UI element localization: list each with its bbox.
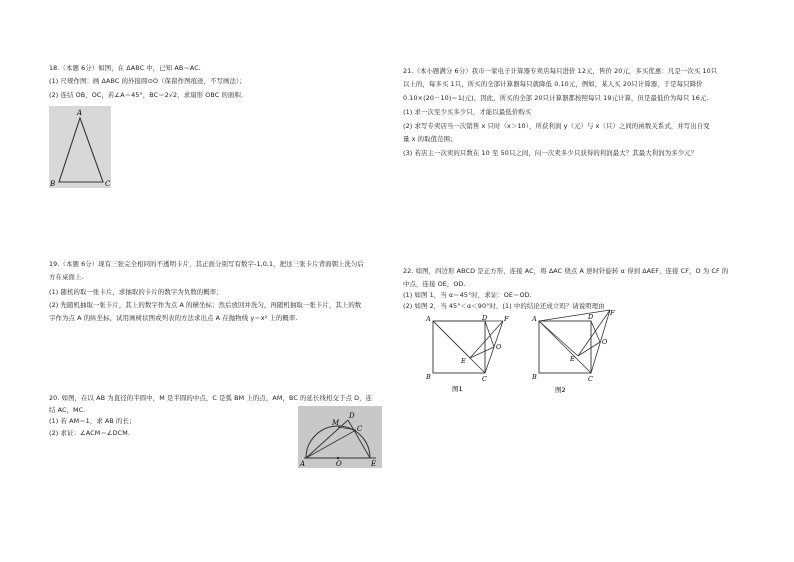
q22f1-label-c: C	[482, 375, 487, 383]
q22f2-caption: 图2	[555, 386, 566, 394]
q22-part2: (2) 如图 2，当 45°＜α＜90°时，(1) 中的结论还成立吗？请说明理由	[403, 302, 605, 310]
q22f2-line-af	[539, 310, 610, 321]
q20-line2: 结 AC，MC.	[49, 406, 86, 414]
q22f2-label-c: C	[588, 375, 593, 383]
q22f2-label-e: E	[570, 355, 575, 363]
q22f1-label-f: F	[504, 315, 509, 323]
q20-label-c: C	[357, 425, 363, 433]
q18-part1: (1) 尺规作图：画 ΔABC 的外接圆⊙O（保留作图痕迹，不写画法）；	[49, 77, 246, 85]
q22f2-line-od	[591, 321, 600, 342]
q22f2-label-a: A	[532, 315, 537, 323]
q20-semicircle-figure	[298, 406, 382, 468]
q19-line1: 19.（本题 6分）现有三张完全相同的不透明卡片，其正面分别写有数字-1,0,1，把这三张卡片背面朝上洗匀后	[49, 260, 365, 268]
q18-triangle-figure	[49, 106, 111, 188]
q22-part1: (1) 如图 1，当 α＝45°时，求证：OE＝OD.	[403, 291, 532, 299]
q20-label-e: E	[371, 460, 377, 468]
q22f1-line-od	[485, 321, 494, 347]
q20-label-a: A	[300, 460, 306, 468]
q22f2-label-b: B	[532, 373, 537, 381]
q20-label-o: O	[336, 460, 342, 468]
q22-figure-2	[530, 306, 620, 396]
q20-part2: (2) 求证：∠ACM＝∠DCM.	[49, 429, 130, 437]
q22f2-line-ef	[578, 310, 610, 356]
q19-part1: (1) 随机的取一张卡片，求抽取的卡片的数字为负数的概率；	[49, 288, 223, 296]
q18-label-b: B	[50, 180, 56, 188]
q22f1-label-o: O	[496, 343, 502, 351]
q19-part2b: 字作为点 A 的纵坐标，试用画树状图或列表的方法求出点 A 在抛物线 y＝x² 上的概率.	[49, 314, 298, 322]
q22f2-line-ac	[539, 321, 591, 373]
q22-line2: 中点，连接 OE，OD.	[403, 280, 466, 288]
q22f1-label-e: E	[461, 357, 466, 365]
q20-label-d: D	[349, 412, 355, 420]
q21-part2a: (2) 求写专卖店当一次销售 x 只时（x＞10），所获利润 y（元）与 x（只）之间的函数关系式，并写出自变	[403, 122, 710, 130]
q22f2-label-f: F	[610, 309, 615, 317]
q18-label-a: A	[77, 109, 83, 117]
q19-part2a: (2) 先随机抽取一张卡片，其上的数字作为点 A 的横坐标；然后放回并洗匀，再随机抽取一张卡片，其上的数	[49, 301, 362, 309]
q20-label-m: M	[332, 419, 340, 427]
q22f1-label-d: D	[482, 314, 488, 322]
q22f2-label-o: O	[602, 338, 608, 346]
q20-part1: (1) 若 AM＝1，求 AB 的长；	[49, 417, 136, 425]
q20-center-o	[337, 457, 340, 460]
q22-line1: 22. 如图，四边形 ABCD 是正方形，连接 AC，将 ΔAC 绕点 A 逆时针旋转 α 得到 ΔAEF，连接 CF，O 为 CF 的	[403, 267, 729, 275]
q22f2-line-ae	[539, 321, 578, 356]
q22f1-caption: 图1	[452, 385, 463, 393]
q20-line1: 20. 如图，在以 AB 为直径的半圆中，M 是半圆的中点，C 是弧 BM 上的点，AM，BC 的延长线相交于点 D，连	[49, 394, 373, 402]
q21-line1: 21.（本小题满分 6分）我市一家电子计算器专卖店每只进价 12元，售价 20元，多买优惠：凡是一次买 10只	[403, 67, 718, 75]
q18-label-c: C	[105, 180, 111, 188]
q22f1-line-ae	[433, 321, 470, 358]
q21-line2: 以上的，每多买 1只，所买的全部计算器每只就降低 0.10元，例如，某人买 20只计算器，于是每只降价	[403, 80, 703, 88]
q22f1-label-a: A	[426, 315, 431, 323]
q21-line3: 0.10×(20－10)＝1(元)，因此，所买的全部 20只计算器都按照每只 19元计算，但是最低价为每只 16元.	[403, 94, 709, 102]
q19-line2: 方在桌面上.	[49, 273, 84, 281]
q21-part3: (3) 若店主一次卖的只数在 10 至 50只之间，问一次卖多少只获得的利润最大？其最大利润为多少元？	[403, 149, 698, 157]
q21-part1: (1) 求一次至少买多少只，才能以最低价购买	[403, 108, 532, 116]
q22f2-label-d: D	[588, 313, 594, 321]
q22-figure-1	[424, 313, 514, 395]
q18-title: 18.（本题 6分）如图，在 ΔABC 中，已知 AB＝AC.	[49, 64, 201, 72]
q18-part2: (2) 连结 OB，OC，若∠A＝45°，BC＝2√2，求扇形 OBC 的面积.	[49, 91, 244, 99]
q20-figure-background	[298, 406, 382, 468]
q21-part2b: 量 x 的取值范围；	[403, 135, 457, 143]
q22f1-label-b: B	[426, 373, 431, 381]
